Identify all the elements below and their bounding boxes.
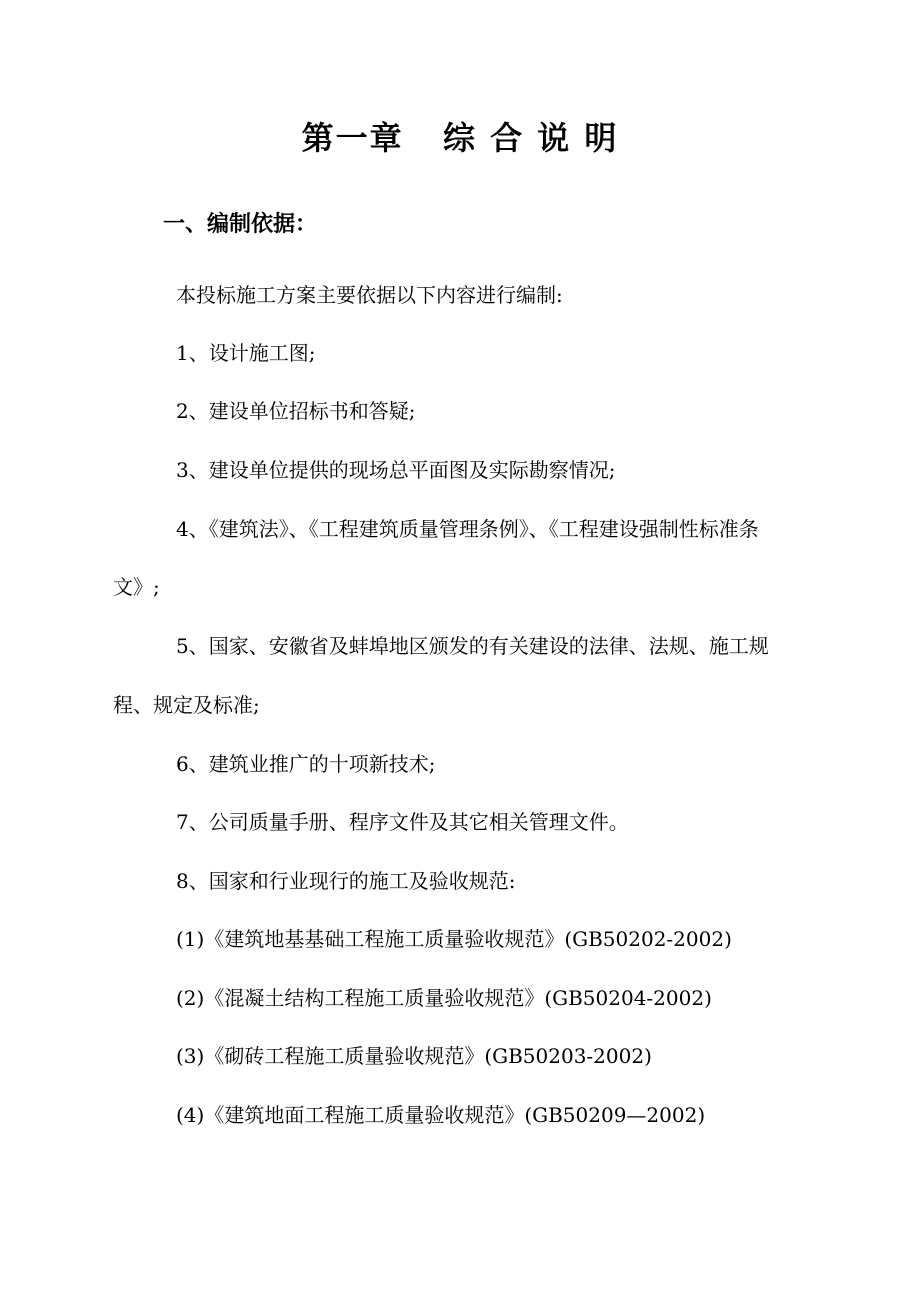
list-item-5-line-1: 5、国家、安徽省及蚌埠地区颁发的有关建设的法律、法规、施工规 <box>176 634 769 658</box>
chapter-title: 第一章 综 合 说 明 <box>301 119 619 157</box>
list-item-6: 6、建筑业推广的十项新技术; <box>176 752 436 776</box>
list-item-1: 1、设计施工图; <box>176 341 316 365</box>
spec-item-4: (4)《建筑地面工程施工质量验收规范》(GB50209—2002) <box>176 1103 706 1127</box>
section-heading: 一、编制依据： <box>163 212 318 237</box>
spec-item-1: (1)《建筑地基基础工程施工质量验收规范》(GB50202-2002) <box>176 927 732 951</box>
list-item-7: 7、公司质量手册、程序文件及其它相关管理文件。 <box>176 810 629 834</box>
spec-item-2: (2)《混凝土结构工程施工质量验收规范》(GB50204-2002) <box>176 986 712 1010</box>
list-item-5-line-2: 程、规定及标准; <box>113 693 260 717</box>
list-item-3: 3、建设单位提供的现场总平面图及实际勘察情况; <box>176 458 616 482</box>
spec-item-3: (3)《砌砖工程施工质量验收规范》(GB50203-2002) <box>176 1044 652 1068</box>
list-item-4-line-1: 4、《建筑法》、《工程建筑质量管理条例》、《工程建设强制性标准条 <box>176 517 759 541</box>
list-item-4-line-2: 文》; <box>113 575 160 599</box>
intro-paragraph: 本投标施工方案主要依据以下内容进行编制: <box>176 283 563 307</box>
list-item-8: 8、国家和行业现行的施工及验收规范: <box>176 869 516 893</box>
list-item-2: 2、建设单位招标书和答疑; <box>176 399 416 423</box>
